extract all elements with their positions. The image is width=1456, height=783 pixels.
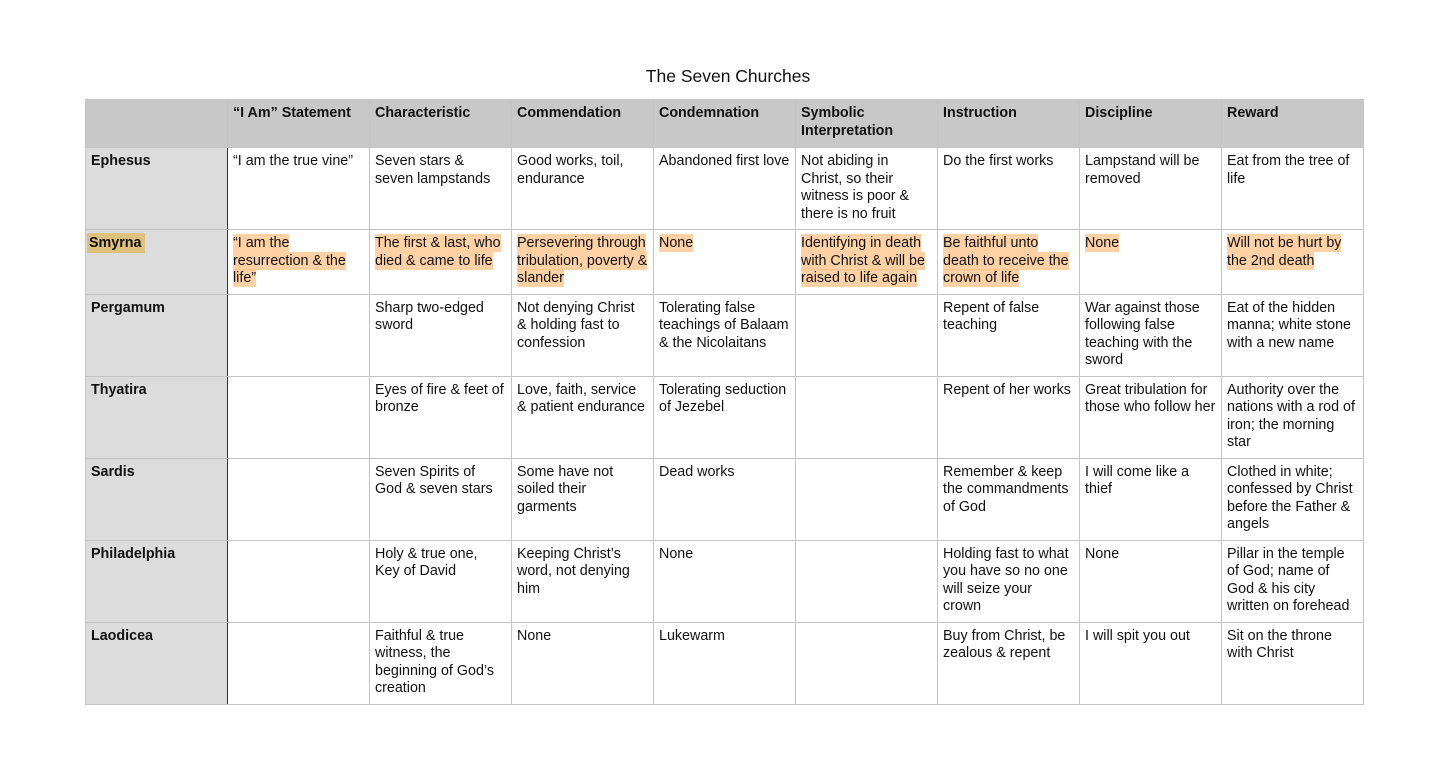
discipline-cell: None bbox=[1080, 540, 1222, 622]
table-row bbox=[86, 294, 1364, 376]
header-instruction: Instruction bbox=[938, 100, 1080, 148]
church-name: Laodicea bbox=[86, 622, 228, 704]
seven-churches-table bbox=[85, 99, 1364, 705]
instruction-cell bbox=[938, 230, 1080, 295]
commendation-cell: Some have not soiled their garments bbox=[512, 458, 654, 540]
header-corner bbox=[86, 100, 228, 148]
highlight-mark: Persevering through tribulation, poverty & slander bbox=[517, 235, 648, 286]
highlight-mark: Smyrna bbox=[87, 233, 145, 253]
header-characteristic: Characteristic bbox=[370, 100, 512, 148]
condemnation-cell: Tolerating false teachings of Balaam & the Nicolaitans bbox=[654, 294, 796, 376]
instruction-cell: Repent of her works bbox=[938, 376, 1080, 458]
symbolic-cell bbox=[796, 230, 938, 295]
discipline-cell: Lampstand will be removed bbox=[1080, 148, 1222, 230]
table-row bbox=[86, 376, 1364, 458]
symbolic-cell bbox=[796, 376, 938, 458]
symbolic-cell: Not abiding in Christ, so their witness is poor & there is no fruit bbox=[796, 148, 938, 230]
characteristic-cell bbox=[370, 230, 512, 295]
page-title: The Seven Churches bbox=[645, 66, 811, 86]
header-symbolic-interpretation: Symbolic Interpretation bbox=[796, 100, 938, 148]
reward-cell: Pillar in the temple of God; name of God & his city written on forehead bbox=[1222, 540, 1364, 622]
instruction-cell: Buy from Christ, be zealous & repent bbox=[938, 622, 1080, 704]
characteristic-cell: Seven stars & seven lampstands bbox=[370, 148, 512, 230]
symbolic-cell bbox=[796, 458, 938, 540]
condemnation-cell: Abandoned first love bbox=[654, 148, 796, 230]
highlight-mark: None bbox=[659, 235, 694, 251]
instruction-cell: Remember & keep the commandments of God bbox=[938, 458, 1080, 540]
characteristic-cell: Faithful & true witness, the beginning of God’s creation bbox=[370, 622, 512, 704]
symbolic-cell bbox=[796, 622, 938, 704]
church-name: Thyatira bbox=[86, 376, 228, 458]
header-discipline: Discipline bbox=[1080, 100, 1222, 148]
i-am-cell bbox=[228, 376, 370, 458]
church-name: Ephesus bbox=[86, 148, 228, 230]
i-am-cell: “I am the true vine” bbox=[228, 148, 370, 230]
commendation-cell: Good works, toil, endurance bbox=[512, 148, 654, 230]
condemnation-cell: None bbox=[654, 540, 796, 622]
header-i-am: “I Am” Statement bbox=[228, 100, 370, 148]
highlight-mark: Will not be hurt by the 2nd death bbox=[1227, 235, 1342, 269]
table-row bbox=[86, 458, 1364, 540]
highlight-mark: None bbox=[1085, 235, 1120, 251]
discipline-cell: I will come like a thief bbox=[1080, 458, 1222, 540]
i-am-cell bbox=[228, 540, 370, 622]
highlight-mark: The first & last, who died & came to life bbox=[375, 235, 501, 269]
commendation-cell: Keeping Christ’s word, not denying him bbox=[512, 540, 654, 622]
church-name: Philadelphia bbox=[86, 540, 228, 622]
condemnation-cell: Dead works bbox=[654, 458, 796, 540]
table-row-highlighted bbox=[86, 230, 1364, 295]
characteristic-cell: Sharp two-edged sword bbox=[370, 294, 512, 376]
condemnation-cell: Tolerating seduction of Jezebel bbox=[654, 376, 796, 458]
table-row bbox=[86, 622, 1364, 704]
i-am-cell bbox=[228, 458, 370, 540]
header-reward: Reward bbox=[1222, 100, 1364, 148]
commendation-cell bbox=[512, 230, 654, 295]
characteristic-cell: Seven Spirits of God & seven stars bbox=[370, 458, 512, 540]
highlight-mark: “I am the resurrection & the life” bbox=[233, 235, 346, 286]
symbolic-cell bbox=[796, 294, 938, 376]
symbolic-cell bbox=[796, 540, 938, 622]
reward-cell: Sit on the throne with Christ bbox=[1222, 622, 1364, 704]
highlight-mark: Be faithful unto death to receive the crown of life bbox=[943, 235, 1069, 286]
discipline-cell: Great tribulation for those who follow her bbox=[1080, 376, 1222, 458]
instruction-cell: Do the first works bbox=[938, 148, 1080, 230]
reward-cell bbox=[1222, 230, 1364, 295]
church-name: Pergamum bbox=[86, 294, 228, 376]
table-row bbox=[86, 148, 1364, 230]
commendation-cell: Not denying Christ & holding fast to confession bbox=[512, 294, 654, 376]
reward-cell: Eat from the tree of life bbox=[1222, 148, 1364, 230]
discipline-cell: I will spit you out bbox=[1080, 622, 1222, 704]
header-condemnation: Condemnation bbox=[654, 100, 796, 148]
reward-cell: Authority over the nations with a rod of iron; the morning star bbox=[1222, 376, 1364, 458]
instruction-cell: Holding fast to what you have so no one will seize your crown bbox=[938, 540, 1080, 622]
reward-cell: Eat of the hidden manna; white stone with a new name bbox=[1222, 294, 1364, 376]
i-am-cell bbox=[228, 294, 370, 376]
characteristic-cell: Holy & true one, Key of David bbox=[370, 540, 512, 622]
header-row bbox=[86, 100, 1364, 148]
i-am-cell bbox=[228, 230, 370, 295]
discipline-cell: War against those following false teaching with the sword bbox=[1080, 294, 1222, 376]
instruction-cell: Repent of false teaching bbox=[938, 294, 1080, 376]
highlight-mark: Identifying in death with Christ & will be raised to life again bbox=[801, 235, 925, 286]
header-commendation: Commendation bbox=[512, 100, 654, 148]
condemnation-cell bbox=[654, 230, 796, 295]
church-name: Sardis bbox=[86, 458, 228, 540]
condemnation-cell: Lukewarm bbox=[654, 622, 796, 704]
reward-cell: Clothed in white; confessed by Christ before the Father & angels bbox=[1222, 458, 1364, 540]
discipline-cell bbox=[1080, 230, 1222, 295]
characteristic-cell: Eyes of fire & feet of bronze bbox=[370, 376, 512, 458]
commendation-cell: Love, faith, service & patient endurance bbox=[512, 376, 654, 458]
church-name bbox=[86, 230, 228, 295]
i-am-cell bbox=[228, 622, 370, 704]
table-row bbox=[86, 540, 1364, 622]
commendation-cell: None bbox=[512, 622, 654, 704]
